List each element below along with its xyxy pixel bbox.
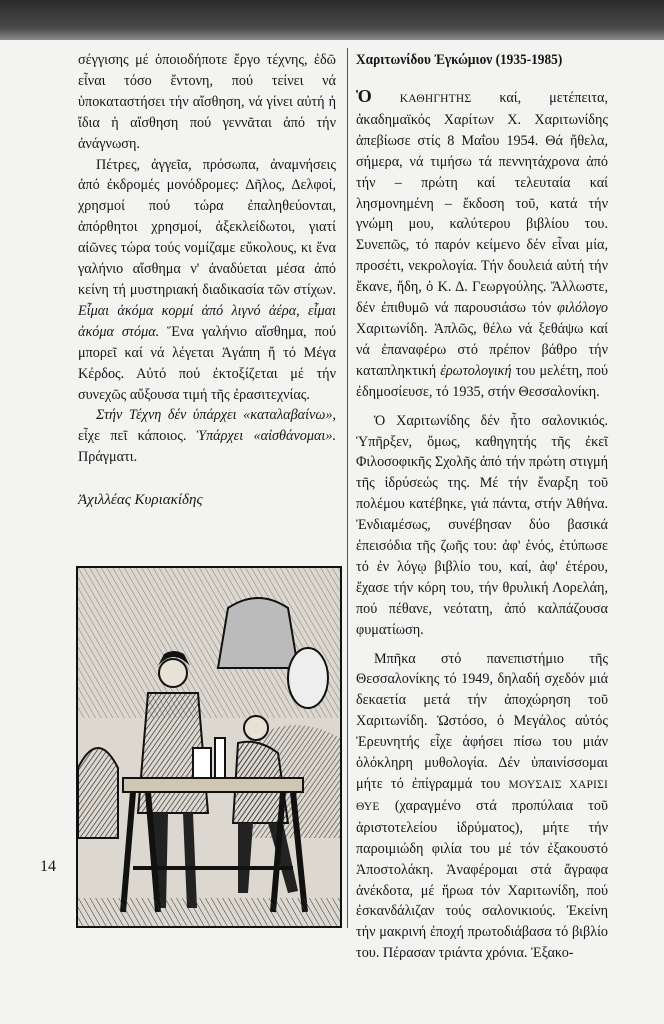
right-paragraph-1 bbox=[356, 86, 608, 403]
left-paragraph-1: σέγγισης μέ ὁποιοδήποτε ἔργο τέχνης, ἐδῶ εἶναι τόσο ἔντονη, πού τείνει νά ὑποκαταστήσει τήν αἴσθηση, νά γίνει αὐτή ἡ ἴδια ἡ αἴσθηση πού γεννᾶται ἀπό τήν ἀνάγνωση. bbox=[78, 52, 336, 152]
left-p2-text-1: Πέτρες, ἀγγεῖα, πρόσωπα, ἀναμνήσεις ἀπό ἐκδρομές μονόδρομες: Δῆλος, Δελφοί, χρησμοί πού τώρα ἐπαληθεύονται, ἀπόρθητοι χρησμοί, ἀξεκλείδωτοι, γιατί αἰῶνες τώρα τούς νομίζαμε εὔκολους, κι ἕνα γαλήνιο αἴσθημα ν' ἀναδύεται μέσα ἀπό κείνη τή μυστηριακή διαδικασία τῶν στίχων. bbox=[78, 156, 336, 298]
left-column bbox=[78, 50, 336, 511]
author-signature: Ἀχιλλέας Κυριακίδης bbox=[78, 492, 203, 509]
page-number: 14 bbox=[40, 858, 56, 875]
smallcaps-word: ΚΑΘΗΓΗΤΗΣ bbox=[399, 93, 472, 105]
left-paragraph-3 bbox=[78, 405, 336, 468]
column-divider bbox=[347, 48, 348, 928]
left-p3-quote-2: Ὑπάρχει «αἰσθάνομαι». bbox=[196, 428, 336, 445]
left-p3-mid: , εἶχε πεῖ κάποιος. bbox=[78, 407, 336, 445]
drop-letter: Ὁ bbox=[356, 86, 372, 106]
article-heading: Χαριτωνίδου Ἐγκώμιον (1935-1985) bbox=[356, 52, 563, 68]
right-p1-italic-1: φιλόλογο bbox=[557, 300, 608, 317]
page-top-shadow bbox=[0, 0, 664, 40]
right-paragraph-3 bbox=[356, 649, 608, 965]
woodcut-illustration bbox=[76, 566, 342, 928]
left-p2-quote: Εἶμαι ἀκόμα κορμί ἀπό λιγνό ἀέρα, εἶμαι ἀκόμα στόμα. bbox=[78, 302, 336, 340]
right-p3-text-1: Μπῆκα στό πανεπιστήμιο τῆς Θεσσαλονίκης τό 1949, δηλαδή σχεδόν μιά δεκαετία μετά τήν ἀποχώρηση τοῦ Χαριτωνίδη. Ὡστόσο, ὁ Μεγάλος αὐτός Ἐρευνητής εἶχε ἀφήσει πίσω του μιάν ὁλόκληρη μυθολογία. Δέν ὑπαινίσσομαι μήτε τό ἐπίγραμμά του bbox=[356, 650, 608, 792]
right-p1-end: του μελέτη, πού ἐδημοσίευσε, τό 1935, στήν Θεσσαλονίκη. bbox=[356, 362, 608, 400]
woodcut-engraving-icon bbox=[78, 568, 340, 926]
left-paragraph-2 bbox=[78, 155, 336, 406]
right-p1-text: καί, μετέπειτα, ἀκαδημαϊκός Χαρίτων Χ. Χαριτωνίδης ἀπεβίωσε στίς 8 Μαΐου 1954. Θά ἤθελα, σήμερα, νά τιμήσω τά πεννητάχρονα ἀπό τήν – πρώτη καί τελευταία καί λησμονημένη – ἔκδοση τοῦ, κατά τήν γνώμη μου, καλύτερου βιβλίου του. Συνεπῶς, τό παρόν κείμενο δέν εἶναι μία, προσέτι, νεκρολογία. Τήν δουλειά αὐτή τήν ἔκανε, ἤδη, ὁ Κ. Δ. Γεωργούλης. Ἄλλωστε, δέν ἐπιθυμῶ νά παρουσιάσω τόν bbox=[356, 90, 608, 317]
right-p1-italic-2: ἐρωτολογική bbox=[440, 362, 512, 379]
right-p1-mid: Χαριτωνίδη. Ἁπλῶς, θέλω νά ξεθάψω καί νά ἐπαναφέρω στό πρέπον βάθρο τήν καταπληκτική bbox=[356, 320, 608, 379]
left-p2-text-2: Ἕνα γαλήνιο αἴσθημα, πού μπορεῖ καί νά λέγεται Ἀγάπη ἤ τό Μέγα Κέρδος. Αὐτό πού ἐκτοξίζεται μέ τήν συνεχῶς αὔξουσα τιμή τῆς ἐρασιτεχνίας. bbox=[78, 323, 336, 403]
epigram-smallcaps: ΜΟΥΣΑΙΣ ΧΑΡΙΣΙ ΘΥΕ bbox=[356, 779, 608, 813]
left-p3-quote-1: Στήν Τέχνη δέν ὑπάρχει «καταλαβαίνω» bbox=[96, 407, 333, 424]
left-p3-end: Πράγματι. bbox=[78, 449, 138, 466]
right-p3-text-2: (χαραγμένο στά προπύλαια τοῦ ἀριστοτελείου ἱδρύματος), μήτε τήν παροιμιώδη φιλία του μέ τόν ἐξακουστό Ἀποστολάκη. Ἀναφέρομαι στά ἄγραφα ἀνέκδοτα, μέ ἥρωα τόν Χαριτωνίδη, πού ἐσκανδάλιζαν τούς σαλονικιούς. Ἐκείνη τήν μακρινή ἐποχή πρωτοδιάβασα τό βιβλίο του. Πέρασαν τριάντα χρόνια. Ἐξακο- bbox=[356, 797, 608, 962]
right-paragraph-2: Ὁ Χαριτωνίδης δέν ἦτο σαλονικιός. Ὑπῆρξεν, ὅμως, καθηγητής τῆς ἐκεῖ Φιλοσοφικῆς Σχολῆς ἀπό τήν πρώτη στιγμή τῆς ἱδρύσεώς της. Μέ τήν ἔναρξη τοῦ πολέμου κατέβηκε, γιά πάντα, στήν Ἀθήνα. Ἐνδιαμέσως, συνέβησαν δύο βασικά ἐπεισόδια τῆς ζωῆς του: ἀφ' ἑνός, ἐτύπωσε τό ἐν λόγῳ βιβλίο του, καί, ἀφ' ἑτέρου, ἔχασε τήν κόρη του, τήν θρυλική Λορελάη, πού πέθανε, νεότατη, ἀπό καλπάζουσα φυματίωση. bbox=[356, 412, 608, 638]
right-column bbox=[356, 50, 608, 964]
